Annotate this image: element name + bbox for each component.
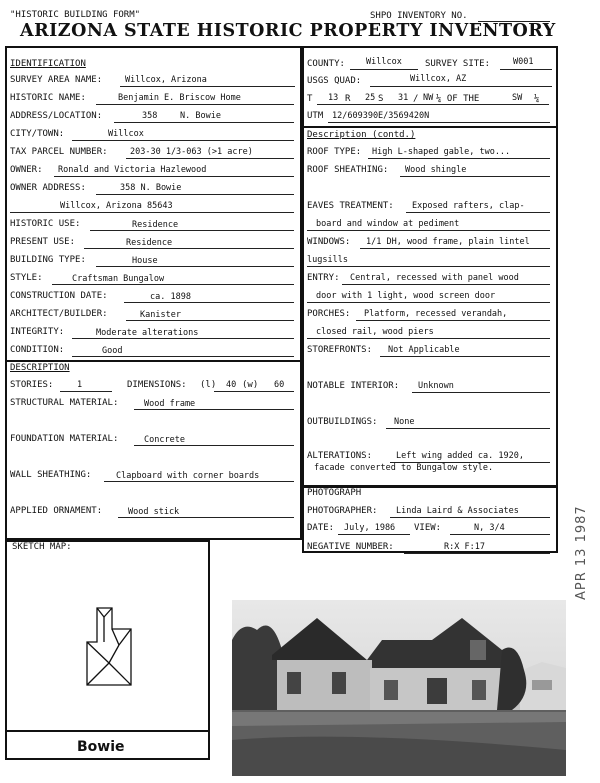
wall-sheathing-line — [104, 481, 294, 482]
style-label: STYLE: — [10, 273, 43, 283]
usgs-label: USGS QUAD: — [307, 76, 362, 86]
foundation-line — [134, 445, 294, 446]
ornament-label: APPLIED ORNAMENT: — [10, 506, 103, 516]
windows-value-2: lugsills — [307, 255, 348, 265]
present-use-label: PRESENT USE: — [10, 237, 76, 247]
sw-value: SW — [512, 93, 523, 103]
usgs-line — [370, 86, 552, 87]
alterations-label: ALTERATIONS: — [307, 451, 373, 461]
foundation-value: Concrete — [144, 435, 185, 445]
photograph-heading: PHOTOGRAPH — [307, 488, 362, 498]
survey-area-line — [120, 86, 295, 87]
section-label: S — [378, 94, 384, 104]
architect-line — [126, 320, 294, 321]
structural-value: Wood frame — [144, 399, 196, 409]
utm-label: UTM — [307, 111, 324, 121]
dimension-l-value: 40 — [226, 380, 237, 390]
quarter-label: ¼ — [534, 94, 540, 104]
city-value: Willcox — [108, 129, 144, 139]
interior-line — [412, 392, 550, 393]
stories-label: STORIES: — [10, 380, 54, 390]
parcel-value: 203-30 1/3-063 (>1 acre) — [130, 147, 253, 157]
structural-line — [134, 409, 294, 410]
survey-site-value: W001 — [513, 57, 534, 67]
range-value: 25 — [365, 93, 376, 103]
condition-line — [72, 356, 294, 357]
condition-label: CONDITION: — [10, 345, 65, 355]
dimension-w-label: (w) — [242, 380, 259, 390]
county-value: Willcox — [366, 57, 402, 67]
sketch-map-label: SKETCH MAP: — [12, 542, 72, 552]
entry-line-2 — [307, 302, 550, 303]
shpo-label: SHPO INVENTORY NO. — [370, 11, 468, 21]
address-label: ADDRESS/LOCATION: — [10, 111, 103, 121]
outbuildings-line — [386, 428, 550, 429]
owner-address-line-1 — [96, 194, 294, 195]
storefronts-line — [380, 356, 550, 357]
architect-value: Kanister — [140, 310, 181, 320]
present-use-line — [84, 248, 294, 249]
windows-value-1: 1/1 DH, wood frame, plain lintel — [366, 237, 530, 247]
alterations-value-1: Left wing added ca. 1920, — [396, 451, 524, 461]
windows-line-2 — [307, 266, 550, 267]
description-contd-heading: Description (contd.) — [307, 130, 416, 140]
roof-sheathing-label: ROOF SHEATHING: — [307, 165, 389, 175]
address-number: 358 — [142, 111, 158, 121]
integrity-line — [72, 338, 294, 339]
eaves-label: EAVES TREATMENT: — [307, 201, 394, 211]
building-outline — [87, 608, 131, 685]
roof-type-value: High L-shaped gable, two... — [372, 147, 511, 157]
township-value: 13 — [328, 93, 339, 103]
parcel-line — [126, 158, 294, 159]
building-type-line — [96, 266, 294, 267]
township-label: T — [307, 94, 313, 104]
trs-line — [317, 104, 549, 105]
section-value: 31 — [398, 93, 409, 103]
roof-type-line — [368, 158, 550, 159]
ornament-line — [118, 517, 294, 518]
historic-use-label: HISTORIC USE: — [10, 219, 81, 229]
photographer-line — [390, 517, 550, 518]
porches-value-2: closed rail, wood piers — [316, 327, 434, 337]
owner-address-1: 358 N. Bowie — [120, 183, 182, 193]
ornament-value: Wood stick — [128, 507, 180, 517]
interior-value: Unknown — [418, 381, 454, 391]
historic-name-line — [96, 104, 294, 105]
building-type-value: House — [132, 256, 158, 266]
survey-area-label: SURVEY AREA NAME: — [10, 75, 103, 85]
entry-line-1 — [342, 284, 550, 285]
owner-address-2: Willcox, Arizona 85643 — [60, 201, 173, 211]
page-title: ARIZONA STATE HISTORIC PROPERTY INVENTORY — [20, 21, 556, 41]
windows-label: WINDOWS: — [307, 237, 351, 247]
photographer-value: Linda Laird & Associates — [396, 506, 519, 516]
view-value: N, 3/4 — [474, 523, 505, 533]
county-label: COUNTY: — [307, 59, 345, 69]
outbuildings-value: None — [394, 417, 415, 427]
dimensions-label: DIMENSIONS: — [127, 380, 187, 390]
historic-use-line — [90, 230, 294, 231]
entry-value-2: door with 1 light, wood screen door — [316, 291, 496, 301]
roof-sheathing-line — [400, 176, 550, 177]
range-label: R — [345, 94, 351, 104]
view-line — [450, 534, 550, 535]
historic-name-value: Benjamin E. Briscow Home — [118, 93, 241, 103]
porches-line-1 — [356, 320, 550, 321]
description-heading: DESCRIPTION — [10, 363, 70, 373]
survey-area-value: Willcox, Arizona — [125, 75, 207, 85]
storefronts-label: STOREFRONTS: — [307, 345, 373, 355]
foundation-label: FOUNDATION MATERIAL: — [10, 434, 119, 444]
utm-line — [328, 122, 550, 123]
wall-sheathing-value: Clapboard with corner boards — [116, 471, 260, 481]
porches-label: PORCHES: — [307, 309, 351, 319]
received-stamp: APR 13 1987 — [574, 505, 589, 600]
historic-use-value: Residence — [132, 220, 179, 230]
nw-value: NW — [423, 93, 434, 103]
integrity-value: Moderate alterations — [96, 328, 199, 338]
owner-line — [54, 176, 294, 177]
photographer-label: PHOTOGRAPHER: — [307, 506, 378, 516]
negative-label: NEGATIVE NUMBER: — [307, 542, 394, 552]
usgs-value: Willcox, AZ — [410, 74, 467, 84]
alterations-value-2: facade converted to Bungalow style. — [314, 463, 494, 473]
quarter-of-label: ¼ OF THE — [436, 94, 480, 104]
owner-address-line-2 — [10, 212, 294, 213]
address-line — [114, 122, 294, 123]
roof-sheathing-value: Wood shingle — [405, 165, 467, 175]
owner-address-label: OWNER ADDRESS: — [10, 183, 86, 193]
city-label: CITY/TOWN: — [10, 129, 65, 139]
dimensions-line — [214, 391, 294, 392]
windows-line-1 — [360, 248, 550, 249]
integrity-label: INTEGRITY: — [10, 327, 65, 337]
structural-label: STRUCTURAL MATERIAL: — [10, 398, 119, 408]
outbuildings-label: OUTBUILDINGS: — [307, 417, 378, 427]
house-photo — [232, 600, 566, 776]
form-label: "HISTORIC BUILDING FORM" — [10, 10, 141, 20]
description-contd-box — [302, 126, 558, 488]
storefronts-value: Not Applicable — [388, 345, 460, 355]
sketch-map-drawing — [7, 555, 208, 760]
present-use-value: Residence — [126, 238, 173, 248]
date-line — [338, 534, 410, 535]
utm-value: 12/609390E/3569420N — [332, 111, 430, 121]
negative-value: R:X F:17 — [444, 542, 485, 552]
entry-value-1: Central, recessed with panel wood — [350, 273, 519, 283]
eaves-value-2: board and window at pediment — [316, 219, 460, 229]
construction-date-line — [124, 302, 294, 303]
porches-line-2 — [307, 338, 550, 339]
negative-line — [404, 553, 550, 554]
view-label: VIEW: — [414, 523, 442, 533]
eaves-line-2 — [307, 230, 550, 231]
survey-site-line — [500, 69, 552, 70]
address-street: N. Bowie — [180, 111, 221, 121]
style-value: Craftsman Bungalow — [72, 274, 165, 284]
county-line — [350, 69, 418, 70]
architect-label: ARCHITECT/BUILDER: — [10, 309, 108, 319]
dimension-w-value: 60 — [274, 380, 285, 390]
parcel-label: TAX PARCEL NUMBER: — [10, 147, 108, 157]
city-line — [72, 140, 294, 141]
construction-date-label: CONSTRUCTION DATE: — [10, 291, 108, 301]
interior-label: NOTABLE INTERIOR: — [307, 381, 400, 391]
construction-date-value: ca. 1898 — [150, 292, 191, 302]
entry-label: ENTRY: — [307, 273, 340, 283]
historic-name-label: HISTORIC NAME: — [10, 93, 86, 103]
street-label: Bowie — [77, 739, 125, 755]
date-value: July, 1986 — [344, 523, 396, 533]
style-line — [52, 284, 294, 285]
stories-line — [60, 391, 112, 392]
eaves-line-1 — [406, 212, 550, 213]
wall-sheathing-label: WALL SHEATHING: — [10, 470, 92, 480]
survey-site-label: SURVEY SITE: — [425, 59, 491, 69]
condition-value: Good — [102, 346, 123, 356]
building-type-label: BUILDING TYPE: — [10, 255, 86, 265]
stories-value: 1 — [77, 380, 83, 390]
owner-label: OWNER: — [10, 165, 43, 175]
eaves-value-1: Exposed rafters, clap- — [412, 201, 525, 211]
porches-value-1: Platform, recessed verandah, — [364, 309, 508, 319]
owner-value: Ronald and Victoria Hazlewood — [58, 165, 207, 175]
identification-heading: IDENTIFICATION — [10, 59, 86, 69]
dimension-l-label: (l) — [200, 380, 217, 390]
roof-type-label: ROOF TYPE: — [307, 147, 362, 157]
date-label: DATE: — [307, 523, 335, 533]
